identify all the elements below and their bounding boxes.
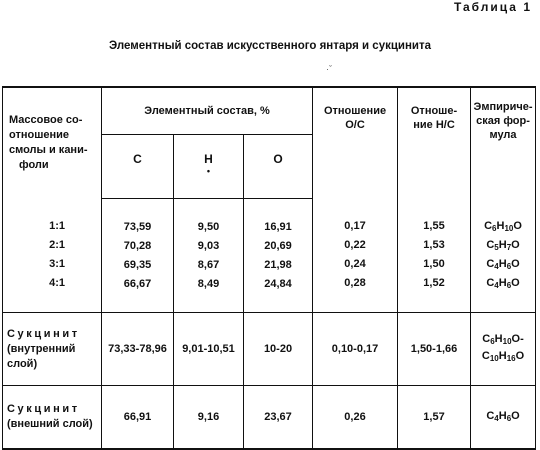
o-column	[244, 199, 313, 313]
c-column	[102, 199, 174, 313]
h-value: 8,67	[197, 258, 220, 271]
oc-column	[313, 199, 398, 313]
hc-value: 1,55	[423, 220, 445, 233]
o-value: 24,84	[264, 277, 292, 290]
header-mass-ratio-line: фоли	[19, 159, 49, 172]
succinite-outer-o: 23,67	[244, 386, 313, 450]
succinite-outer-hc: 1,57	[398, 386, 471, 450]
hc-column	[398, 199, 471, 313]
succinite-inner-label-line: слой)	[7, 357, 38, 370]
header-o: О	[244, 135, 313, 199]
oc-value: 0,17	[344, 220, 366, 233]
succinite-inner-formula	[471, 313, 536, 386]
succinite-inner-formula-line: $C_6H_{10}O-$	[482, 333, 524, 346]
header-empirical-line: Эмпириче-	[473, 101, 533, 113]
ratio-value: 1:1	[49, 220, 65, 233]
succinite-inner-c: 73,33-78,96	[102, 313, 174, 386]
h-column	[174, 199, 244, 313]
succinite-inner-label	[3, 313, 102, 386]
header-h	[174, 135, 244, 199]
succinite-outer-formula: $C_4H_6O$	[471, 386, 536, 450]
header-empirical-line: мула	[489, 129, 517, 141]
oc-value: 0,24	[344, 258, 366, 271]
formula-value: $C_6H_{10}O$	[484, 220, 522, 234]
scan-speck: ·ˇ	[326, 64, 332, 74]
table-number: Таблица 1	[453, 0, 532, 14]
formula-value: $C_5H_7O$	[486, 239, 520, 253]
ratio-group-row	[3, 199, 536, 313]
header-mass-ratio-line: отношение	[9, 129, 70, 142]
header-mass-ratio-line: смолы и кани-	[9, 144, 88, 157]
hc-value: 1,52	[423, 277, 445, 290]
oc-value: 0,28	[344, 277, 366, 290]
composition-table	[2, 86, 536, 450]
header-ratio-oc	[313, 87, 398, 199]
header-empirical	[471, 87, 536, 199]
hc-value: 1,53	[423, 239, 445, 252]
h-value: 9,50	[197, 220, 220, 233]
header-c: С	[102, 135, 174, 199]
succinite-outer-h: 9,16	[174, 386, 244, 450]
header-ratio-hc-line: ние Н/С	[413, 119, 455, 131]
c-value: 73,59	[123, 220, 152, 233]
formula-value: $C_4H_6O$	[486, 258, 520, 272]
header-ratio-oc-line: О/С	[345, 119, 365, 131]
scan-dot: •	[206, 166, 211, 176]
succinite-inner-label-line: Сукцинит	[7, 327, 80, 340]
header-elemental: Элементный состав, %	[102, 87, 313, 135]
header-ratio-hc-line: Отноше-	[410, 105, 458, 117]
succinite-outer-label	[3, 386, 102, 450]
header-empirical-line: ская фор-	[476, 115, 530, 127]
c-value: 66,67	[123, 277, 152, 290]
o-value: 21,98	[264, 258, 292, 271]
header-mass-ratio	[3, 87, 102, 199]
oc-value: 0,22	[344, 239, 366, 252]
succinite-outer-label-line: Сукцинит	[7, 403, 80, 415]
o-value: 16,91	[264, 220, 292, 233]
succinite-inner-oc: 0,10-0,17	[313, 313, 398, 386]
header-h-label: Н	[204, 152, 213, 166]
succinite-inner-row	[3, 313, 536, 386]
succinite-inner-hc: 1,50-1,66	[398, 313, 471, 386]
ratio-value: 3:1	[49, 258, 65, 271]
succinite-inner-label-line: (внутренний	[7, 342, 76, 355]
header-row-top	[3, 87, 536, 135]
succinite-inner-h: 9,01-10,51	[174, 313, 244, 386]
header-ratio-hc	[398, 87, 471, 199]
c-value: 70,28	[123, 239, 152, 252]
succinite-inner-formula-line: $C_{10}H_{16}O$	[481, 350, 525, 363]
formula-column	[471, 199, 536, 313]
succinite-outer-row	[3, 386, 536, 450]
succinite-outer-label-line: (внешний слой)	[7, 418, 93, 430]
hc-value: 1,50	[423, 258, 445, 271]
o-value: 20,69	[264, 239, 292, 252]
header-ratio-oc-line: Отношение	[323, 105, 387, 117]
table-caption: Элементный состав искусственного янтаря и сукцинита	[108, 40, 432, 52]
ratio-column	[3, 199, 102, 313]
succinite-outer-oc: 0,26	[313, 386, 398, 450]
succinite-outer-c: 66,91	[102, 386, 174, 450]
h-value: 9,03	[197, 239, 220, 252]
formula-value: $C_4H_6O$	[486, 277, 520, 291]
ratio-value: 4:1	[49, 277, 65, 290]
h-value: 8,49	[197, 277, 220, 290]
header-mass-ratio-line: Массовое со-	[9, 114, 83, 127]
succinite-inner-o: 10-20	[244, 313, 313, 386]
c-value: 69,35	[123, 258, 152, 271]
ratio-value: 2:1	[49, 239, 65, 252]
